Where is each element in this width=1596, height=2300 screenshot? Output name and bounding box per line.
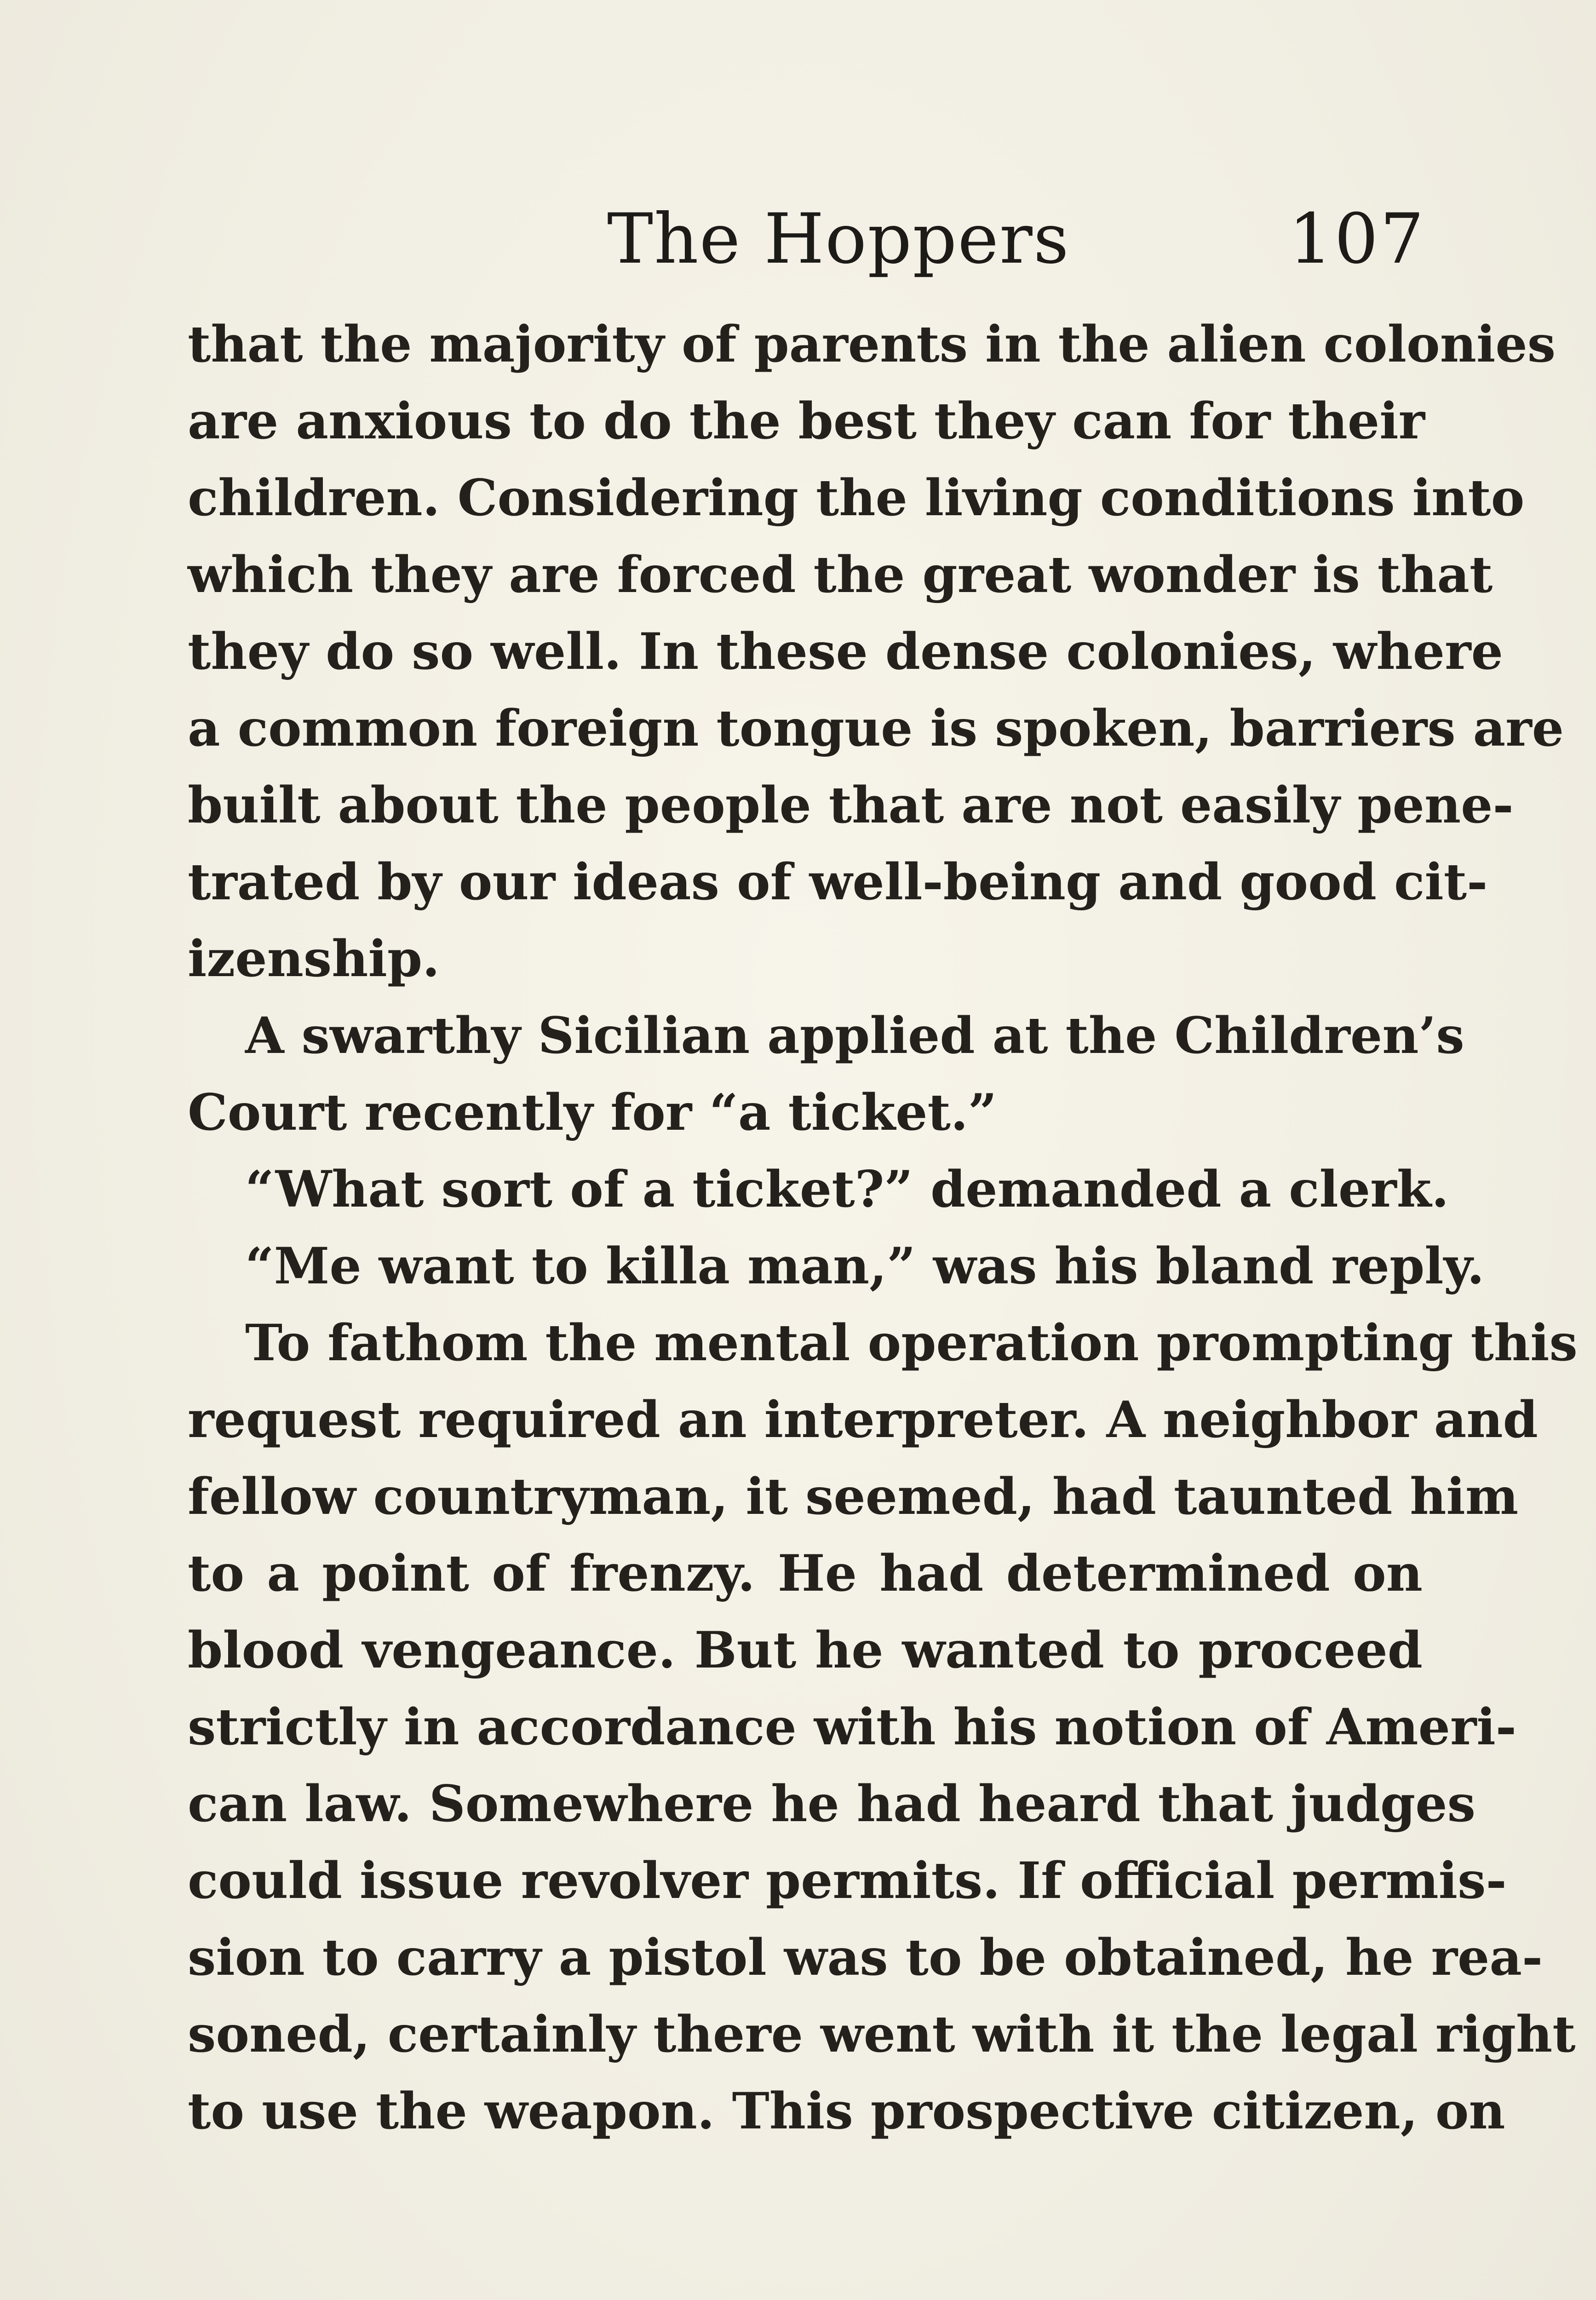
text-line: could issue revolver permits. If official permis- — [188, 1851, 1507, 1910]
text-line: to use the weapon. This prospective citizen, on — [188, 2082, 1505, 2140]
text-line: izenship. — [188, 929, 440, 988]
text-line: children. Considering the living conditions into — [188, 468, 1525, 527]
page-number: 107 — [1288, 199, 1426, 279]
text-line: sion to carry a pistol was to be obtained, he rea- — [188, 1928, 1543, 1987]
text-line: soned, certainly there went with it the legal right — [188, 2005, 1576, 2064]
text-line: request required an interpreter. A neighbor and — [188, 1390, 1538, 1449]
text-line: built about the people that are not easily pene- — [188, 776, 1514, 834]
running-title: The Hoppers — [607, 199, 1070, 279]
text-line: strictly in accordance with his notion of Ameri- — [188, 1697, 1517, 1756]
text-line: are anxious to do the best they can for their — [188, 391, 1425, 450]
running-header — [184, 193, 1426, 285]
text-line: “Me want to killa man,” was his bland reply. — [245, 1236, 1485, 1295]
text-line: a common foreign tongue is spoken, barriers are — [188, 699, 1564, 758]
body-text — [188, 306, 1578, 2150]
text-line: to a point of frenzy. He had determined on — [188, 1544, 1423, 1603]
text-line: they do so well. In these dense colonies, where — [188, 622, 1503, 681]
text-line: can law. Somewhere he had heard that judges — [188, 1774, 1475, 1833]
text-line: fellow countryman, it seemed, had taunted him — [188, 1467, 1519, 1526]
text-line: blood vengeance. But he wanted to proceed — [188, 1621, 1423, 1679]
text-line: which they are forced the great wonder is that — [188, 545, 1493, 604]
text-line: “What sort of a ticket?” demanded a clerk. — [245, 1160, 1449, 1219]
text-line: To fathom the mental operation prompting this — [245, 1313, 1578, 1372]
text-line: that the majority of parents in the alien colonies — [188, 315, 1556, 374]
text-line: trated by our ideas of well-being and good cit- — [188, 852, 1488, 911]
text-line: Court recently for “a ticket.” — [188, 1083, 997, 1142]
text-line: A swarthy Sicilian applied at the Children’s — [245, 1006, 1464, 1065]
